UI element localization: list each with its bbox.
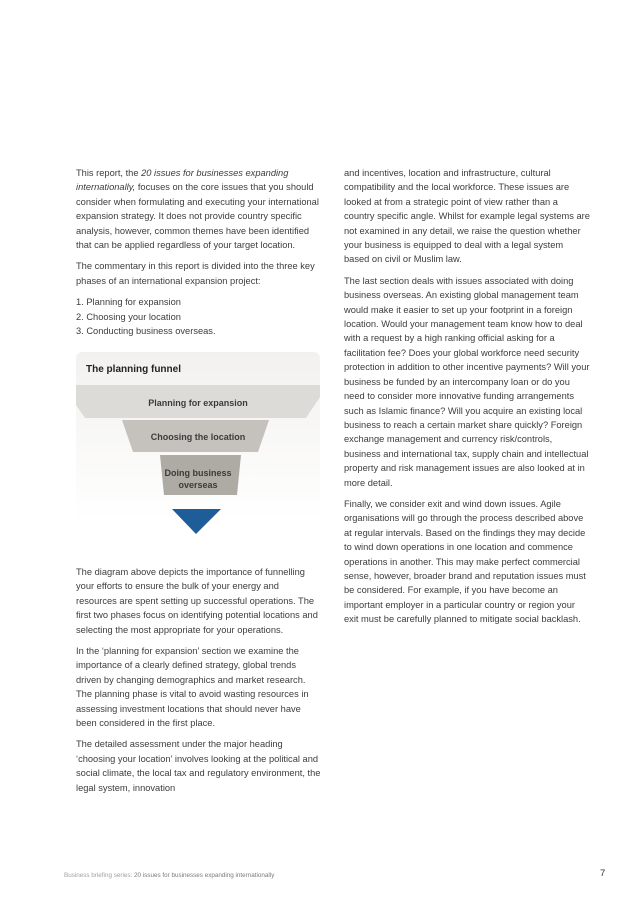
paragraph: The diagram above depicts the importance of funnelling your efforts to ensure the bulk of your energy and resources are spent setting up successful operations. The first two phases focus on identifying potential locations and selecting the most appropriate for your operations. xyxy=(76,567,318,635)
left-column xyxy=(76,166,322,344)
paragraph: Finally, we consider exit and wind down issues. Agile organisations will go through the process described above at regular intervals. Based on the findings they may decide to wind down operations in one location and commence operations in another. This may make perfect commercial sense, however, broader brand and reputation issues must be considered. For example, if you have become an important employer in a particular country or region your exit must be carefully planned to mitigate social backlash. xyxy=(344,498,586,625)
right-column xyxy=(344,166,590,634)
intro-text: This report, the xyxy=(76,168,142,178)
commentary-paragraph: The commentary in this report is divided into the three key phases of an international expansion project: xyxy=(76,261,315,286)
phase-list xyxy=(76,295,322,338)
footer-title: 20 issues for businesses expanding internationally xyxy=(132,872,275,879)
funnel-label-overseas xyxy=(76,467,320,491)
paragraph: In the ‘planning for expansion’ section we examine the importance of a clearly defined strategy, global trends driven by changing demographics and market research. The planning phase is vital to avoid wasting resources in assessing investment locations that should never have been considered in the first place. xyxy=(76,646,309,729)
intro-paragraph xyxy=(76,166,322,252)
phase-item: 1. Planning for expansion xyxy=(76,297,181,308)
funnel-diagram xyxy=(76,352,320,552)
funnel-tip xyxy=(172,509,221,534)
funnel-label-planning: Planning for expansion xyxy=(148,398,248,408)
funnel-label-overseas-line2: overseas xyxy=(178,480,218,490)
paragraph: and incentives, location and infrastructure, cultural compatibility and the local workforce. These issues are looked at from a strategic point of view rather than a country specific angle. Whilst for example legal systems are not examined in any detail, we raise the question whether your business is equipped to deal with a legal system based on civil or Muslim law. xyxy=(344,168,590,265)
intro-text-continued: focuses on the core issues that you should consider when formulating and executing your international expansion strategy. It does not provide country specific analysis, however, common themes have been identified that can be applied regardless of your target location. xyxy=(76,182,319,251)
phase-item: 2. Choosing your location xyxy=(76,311,181,322)
report-title-emphasis: 20 issues for businesses expanding internationally, xyxy=(76,168,289,193)
footer-series: Business briefing series: xyxy=(64,872,133,879)
lower-left-column xyxy=(76,565,322,802)
paragraph: The detailed assessment under the major heading ‘choosing your location’ involves looking at the political and social climate, the local tax and regulatory environment, the legal system, innovation xyxy=(76,739,321,793)
footer xyxy=(64,872,274,879)
paragraph: The last section deals with issues associated with doing business overseas. An existing global management team would make it easier to set up your footprint in a foreign location. Would your management team know how to deal with a request by a high ranking official asking for a facilitation fee? Does your global workforce need security protection in addition to other incentive payments? Will your business be funded by an intercompany loan or do you need to consider more innovative funding arrangements such as Islamic finance? Will you acquire an existing local business to reach a certain market share quickly? Foreign exchange management and currency risk/controls, business and international tax, supply chain and intellectual property and risk management issues are also looked at in more detail. xyxy=(344,275,590,488)
funnel-label-overseas-line1: Doing business xyxy=(164,468,232,478)
page-number: 7 xyxy=(600,868,606,879)
funnel-label-location: Choosing the location xyxy=(150,432,246,442)
phase-item: 3. Conducting business overseas. xyxy=(76,326,216,337)
funnel-title: The planning funnel xyxy=(86,364,181,375)
